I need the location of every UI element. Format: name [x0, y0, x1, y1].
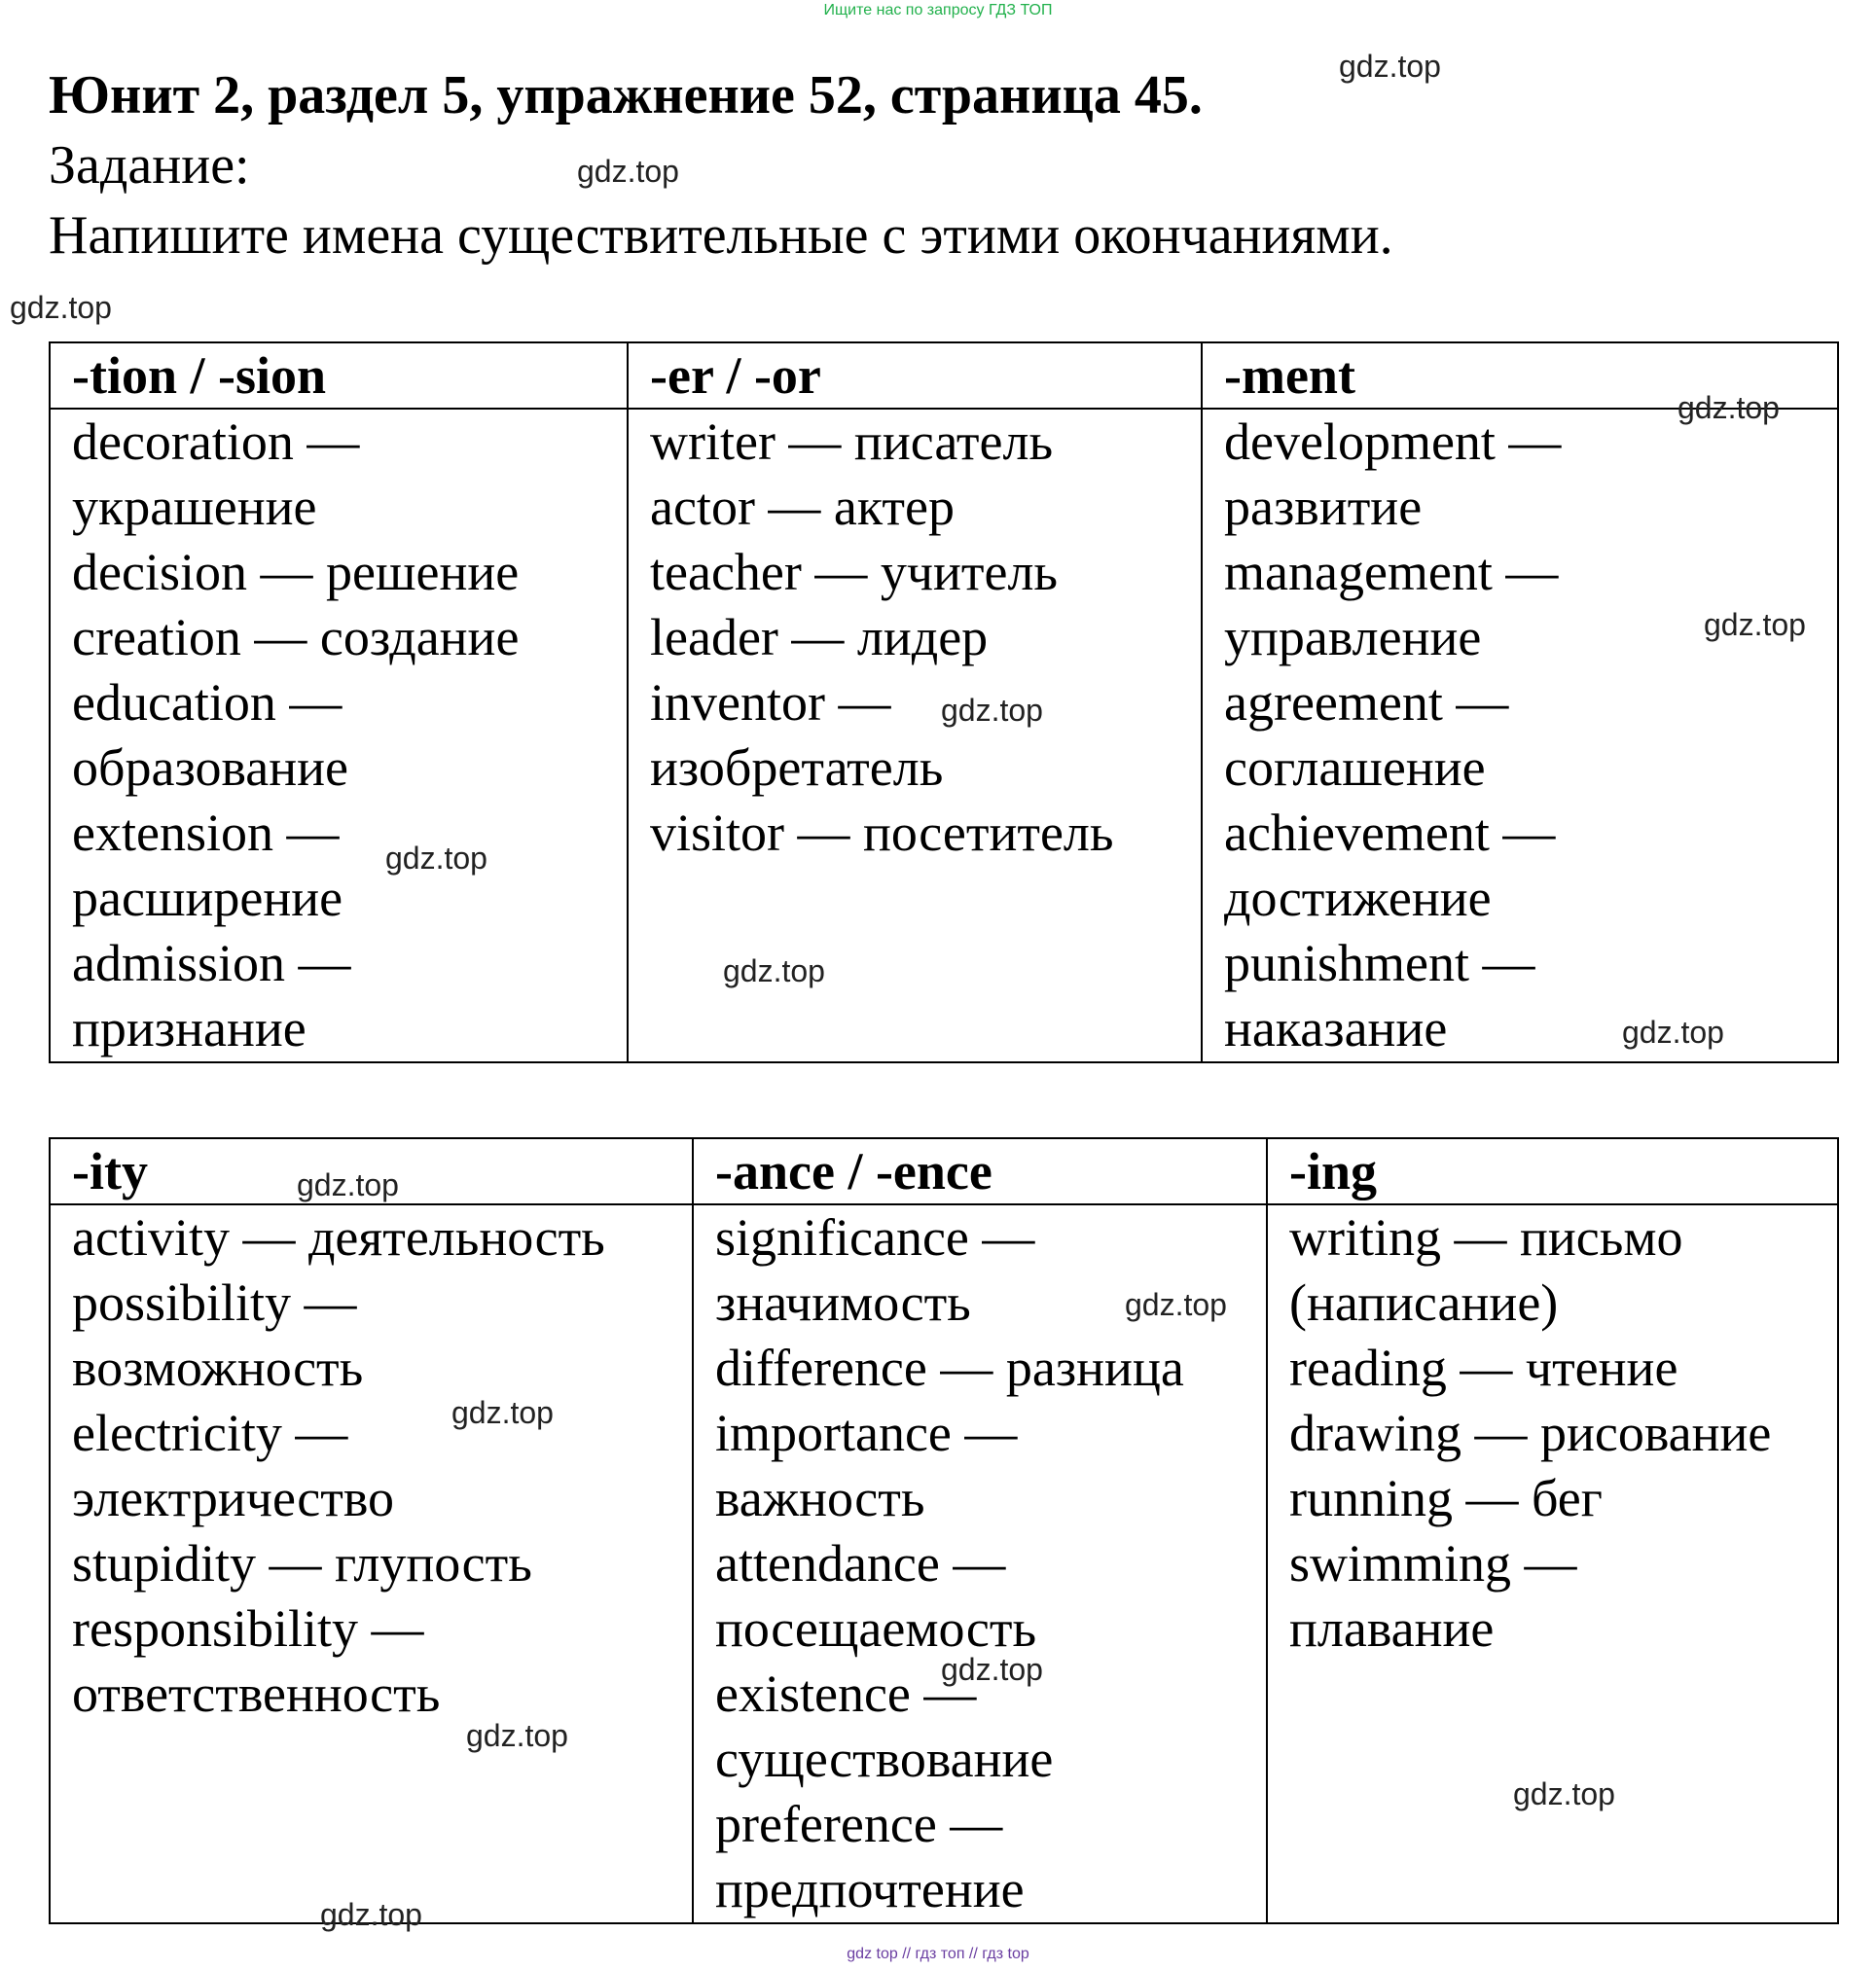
list-item: writing — письмо [1289, 1208, 1683, 1267]
list-item: possibility — [72, 1273, 357, 1332]
task-text: Напишите имена существительные с этими окончаниями. [49, 205, 1393, 266]
footer: gdz top // гдз топ // гдз top [847, 1946, 1029, 1962]
page-title: Юнит 2, раздел 5, упражнение 52, страница 45. [49, 65, 1203, 125]
watermark: gdz.top [1622, 1015, 1724, 1050]
list-item: посещаемость [715, 1599, 1037, 1658]
list-item: существование [715, 1730, 1054, 1788]
list-item: management — [1224, 543, 1559, 601]
task-label: Задание: [49, 135, 250, 196]
list-item: расширение [72, 869, 343, 927]
list-item: decision — решение [72, 543, 520, 601]
list-item: развитие [1224, 478, 1423, 536]
list-item: reading — чтение [1289, 1339, 1678, 1397]
column-ment [1202, 409, 1838, 1062]
top-banner: Ищите нас по запросу ГДЗ ТОП [823, 2, 1053, 18]
watermark: gdz.top [1513, 1776, 1615, 1811]
list-item: украшение [72, 478, 317, 536]
column-ing [1267, 1204, 1838, 1923]
list-item: agreement — [1224, 673, 1509, 732]
list-item: возможность [72, 1339, 364, 1397]
watermark: gdz.top [297, 1167, 399, 1202]
column-er-or [628, 409, 1202, 1062]
watermark: gdz.top [1704, 607, 1806, 642]
list-item: предпочтение [715, 1860, 1025, 1918]
list-item: leader — лидер [650, 608, 989, 666]
watermark: gdz.top [723, 953, 825, 988]
list-item: ответственность [72, 1665, 441, 1723]
list-item: изобретатель [650, 738, 944, 797]
list-item: значимость [715, 1273, 971, 1332]
watermark: gdz.top [320, 1897, 422, 1932]
header-tion-sion: -tion / -sion [50, 342, 628, 409]
column-tion-sion [50, 409, 628, 1062]
watermark: gdz.top [1125, 1287, 1227, 1322]
list-item: stupidity — глупость [72, 1534, 532, 1593]
list-item: responsibility — [72, 1599, 424, 1658]
header-ment: -ment [1202, 342, 1838, 409]
list-item: decoration — [72, 412, 360, 471]
list-item: actor — актер [650, 478, 955, 536]
list-item: admission — [72, 934, 351, 992]
list-item: extension — [72, 804, 340, 862]
header-ing: -ing [1267, 1138, 1838, 1204]
list-item: управление [1224, 608, 1482, 666]
list-item: importance — [715, 1404, 1018, 1462]
list-item: наказание [1224, 999, 1448, 1057]
list-item: признание [72, 999, 307, 1057]
list-item: running — бег [1289, 1469, 1603, 1527]
list-item: важность [715, 1469, 925, 1527]
list-item: (написание) [1289, 1273, 1559, 1332]
list-item: drawing — рисование [1289, 1404, 1772, 1462]
watermark: gdz.top [1339, 49, 1441, 84]
list-item: электричество [72, 1469, 394, 1527]
list-item: activity — деятельность [72, 1208, 605, 1267]
header-er-or: -er / -or [628, 342, 1202, 409]
list-item: development — [1224, 412, 1562, 471]
header-ity: -ity [50, 1138, 693, 1204]
list-item: visitor — посетитель [650, 804, 1114, 862]
watermark: gdz.top [466, 1718, 568, 1753]
list-item: existence — [715, 1665, 977, 1723]
list-item: writer — писатель [650, 412, 1054, 471]
watermark: gdz.top [941, 1652, 1043, 1687]
watermark: gdz.top [577, 154, 679, 189]
watermark: gdz.top [1678, 390, 1780, 425]
list-item: preference — [715, 1795, 1003, 1853]
list-item: teacher — учитель [650, 543, 1059, 601]
list-item: difference — разница [715, 1339, 1184, 1397]
watermark: gdz.top [451, 1395, 554, 1430]
header-ance-ence: -ance / -ence [693, 1138, 1267, 1204]
list-item: significance — [715, 1208, 1035, 1267]
watermark: gdz.top [385, 841, 487, 876]
list-item: образование [72, 738, 348, 797]
list-item: плавание [1289, 1599, 1495, 1658]
watermark: gdz.top [10, 290, 112, 325]
list-item: достижение [1224, 869, 1492, 927]
list-item: education — [72, 673, 343, 732]
column-ity [50, 1204, 693, 1923]
list-item: electricity — [72, 1404, 348, 1462]
list-item: inventor — [650, 673, 891, 732]
list-item: соглашение [1224, 738, 1486, 797]
list-item: achievement — [1224, 804, 1556, 862]
list-item: creation — создание [72, 608, 520, 666]
list-item: attendance — [715, 1534, 1006, 1593]
watermark: gdz.top [941, 693, 1043, 728]
list-item: punishment — [1224, 934, 1535, 992]
list-item: swimming — [1289, 1534, 1577, 1593]
